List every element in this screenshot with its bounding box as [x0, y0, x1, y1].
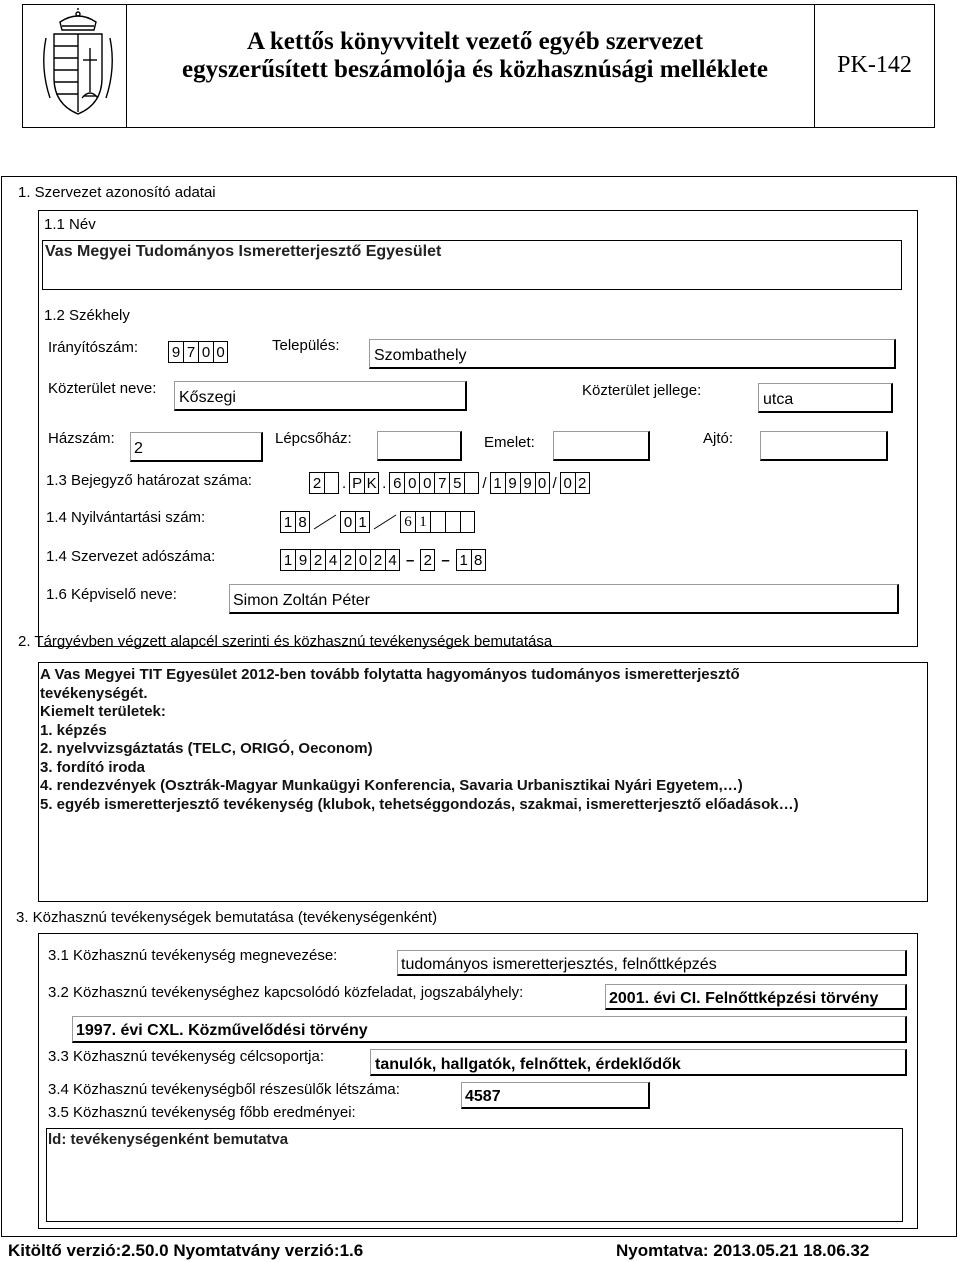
- tax-no-label: 1.4 Szervezet adószáma:: [46, 548, 216, 565]
- registration-no-label: 1.4 Nyilvántartási szám:: [46, 509, 206, 526]
- section1-title: 1. Szervezet azonosító adatai: [18, 184, 216, 201]
- form-title-line1: A kettős könyvvitelt vezető egyéb szervezet: [246, 28, 704, 55]
- registration-cell: [445, 511, 460, 533]
- tax-no-field[interactable]: [280, 549, 486, 571]
- floor-field[interactable]: [553, 431, 650, 461]
- slash-separator: [370, 511, 400, 533]
- public-task-field-1[interactable]: [605, 984, 907, 1010]
- activity-line: A Vas Megyei TIT Egyesület 2012-ben tovább folytatta hagyományos tudományos ismeretterjesztő: [40, 666, 740, 683]
- registry-cell: [464, 472, 479, 494]
- representative-value: Simon Zoltán Péter: [233, 592, 370, 609]
- public-task-field-2[interactable]: [72, 1016, 907, 1043]
- city-field[interactable]: [369, 339, 896, 369]
- street-type-field[interactable]: [758, 383, 893, 413]
- activity-line: 4. rendezvények (Osztrák-Magyar Munkaügyi Konferencia, Savaria Urbanisztikai Nyári Egyetem,…): [40, 777, 743, 794]
- door-label: Ajtó:: [703, 430, 734, 447]
- activity-line: tevékenységét.: [40, 684, 148, 702]
- registry-decision-label: 1.3 Bejegyző határozat száma:: [46, 472, 252, 489]
- seat-label: 1.2 Székhely: [44, 307, 130, 324]
- staircase-label: Lépcsőház:: [275, 430, 352, 447]
- name-label: 1.1 Név: [44, 216, 96, 233]
- registration-cell: [430, 511, 445, 533]
- tax-separator: –: [441, 551, 450, 569]
- activity-name-field[interactable]: [397, 950, 907, 976]
- street-name-field[interactable]: [174, 381, 467, 411]
- target-group-value: tanulók, hallgatók, felnőttek, érdeklődők: [375, 1056, 681, 1073]
- registry-decision-field[interactable]: [309, 472, 590, 494]
- registration-cell: 0: [340, 511, 355, 533]
- activity-line: 5. egyéb ismeretterjesztő tevékenység (klubok, tehetséggondozás, szakmai, ismeretterjesztő előadások…): [40, 795, 799, 813]
- tax-cell: 4: [325, 549, 340, 571]
- representative-label: 1.6 Képviselő neve:: [46, 586, 177, 603]
- registry-separator: /: [482, 474, 487, 492]
- registry-cell: 0: [535, 472, 550, 494]
- house-no-label: Házszám:: [48, 430, 115, 447]
- registration-cell: 1: [355, 511, 370, 533]
- street-name-value: Kőszegi: [179, 389, 236, 406]
- floor-label: Emelet:: [484, 434, 535, 451]
- form-title-line2: egyszerűsített beszámolója és közhasznúsági melléklete: [182, 56, 768, 83]
- zip-field[interactable]: [168, 341, 228, 363]
- activities-text: [40, 666, 799, 814]
- beneficiaries-value: 4587: [465, 1088, 501, 1105]
- activities-field[interactable]: [38, 662, 928, 902]
- footer-printed: Nyomtatva: 2013.05.21 18.06.32: [616, 1241, 870, 1260]
- tax-separator: –: [406, 551, 415, 569]
- tax-cell: 2: [420, 549, 435, 571]
- activity-line: 3. fordító iroda: [40, 758, 145, 776]
- slash-separator: [310, 511, 340, 533]
- zip-digit: 9: [168, 341, 183, 363]
- zip-digit: 7: [183, 341, 198, 363]
- city-value: Szombathely: [374, 347, 467, 364]
- tax-cell: 9: [295, 549, 310, 571]
- activity-line: 2. nyelvvizsgáztatás (TELC, ORIGÓ, Oeconom): [40, 740, 373, 757]
- registry-cell: 0: [419, 472, 434, 494]
- section2-title: 2. Tárgyévben végzett alapcél szerinti és közhasznú tevékenységek bemutatása: [18, 633, 553, 650]
- beneficiaries-label: 3.4 Közhasznú tevékenységből részesülők létszáma:: [48, 1081, 400, 1098]
- registry-cell: K: [364, 472, 379, 494]
- header-logo-divider: [126, 4, 127, 128]
- registry-cell: 9: [520, 472, 535, 494]
- street-type-label: Közterület jellege:: [582, 382, 702, 399]
- registry-cell: 0: [404, 472, 419, 494]
- registry-cell: 6: [389, 472, 404, 494]
- tax-cell: 2: [370, 549, 385, 571]
- public-task-label: 3.2 Közhasznú tevékenységhez kapcsolódó közfeladat, jogszabályhely:: [48, 984, 524, 1001]
- door-field[interactable]: [760, 431, 888, 461]
- results-field[interactable]: [46, 1128, 903, 1222]
- form-title: [140, 28, 810, 84]
- registry-cell: 1: [490, 472, 505, 494]
- target-group-label: 3.3 Közhasznú tevékenység célcsoportja:: [48, 1048, 324, 1065]
- registry-cell: [324, 472, 339, 494]
- staircase-field[interactable]: [377, 431, 462, 461]
- zip-digit: 0: [198, 341, 213, 363]
- registration-no-field[interactable]: [280, 511, 475, 533]
- street-type-value: utca: [763, 391, 794, 408]
- registry-separator: .: [342, 474, 347, 492]
- house-no-value: 2: [134, 440, 143, 457]
- registry-separator: .: [382, 474, 387, 492]
- tax-cell: 2: [310, 549, 325, 571]
- street-name-label: Közterület neve:: [48, 380, 157, 397]
- zip-label: Irányítószám:: [48, 339, 139, 356]
- tax-cell: 1: [280, 549, 295, 571]
- house-no-field[interactable]: [130, 432, 263, 462]
- form-code: PK-142: [837, 52, 912, 78]
- registry-cell: 2: [575, 472, 590, 494]
- tax-cell: 0: [355, 549, 370, 571]
- tax-cell: 4: [385, 549, 400, 571]
- section3-title: 3. Közhasznú tevékenységek bemutatása (tevékenységenként): [16, 909, 438, 926]
- representative-field[interactable]: [229, 584, 899, 614]
- registry-cell: 7: [434, 472, 449, 494]
- registry-separator: /: [552, 474, 557, 492]
- target-group-field[interactable]: [370, 1049, 907, 1076]
- results-value: ld: tevékenységenként bemutatva: [48, 1131, 289, 1148]
- activity-line: 1. képzés: [40, 721, 107, 739]
- name-value: Vas Megyei Tudományos Ismeretterjesztő Egyesület: [45, 243, 442, 260]
- registry-cell: 0: [560, 472, 575, 494]
- activity-name-value: tudományos ismeretterjesztés, felnőttképzés: [401, 956, 717, 973]
- registration-cell: 1: [280, 511, 295, 533]
- registration-cell: [460, 511, 475, 533]
- footer-version: Kitöltő verzió:2.50.0 Nyomtatvány verzió:1.6: [8, 1241, 364, 1260]
- registry-cell: 2: [309, 472, 324, 494]
- activity-line: Kiemelt területek:: [40, 703, 166, 720]
- registry-cell: 9: [505, 472, 520, 494]
- registry-cell: 5: [449, 472, 464, 494]
- registration-cell: 1: [415, 511, 430, 533]
- registration-cell: 6: [400, 511, 415, 533]
- tax-cell: 2: [340, 549, 355, 571]
- coat-of-arms-icon: [38, 8, 118, 120]
- tax-cell: 8: [471, 549, 486, 571]
- city-label: Település:: [272, 337, 340, 354]
- results-label: 3.5 Közhasznú tevékenység főbb eredményei:: [48, 1104, 356, 1121]
- registry-cell: P: [349, 472, 364, 494]
- tax-cell: 1: [456, 549, 471, 571]
- activity-name-label: 3.1 Közhasznú tevékenység megnevezése:: [48, 947, 338, 964]
- public-task-value-2: 1997. évi CXL. Közművelődési törvény: [76, 1022, 368, 1039]
- zip-digit: 0: [213, 341, 228, 363]
- public-task-value-1: 2001. évi CI. Felnőttképzési törvény: [609, 990, 879, 1007]
- beneficiaries-field[interactable]: [461, 1082, 650, 1109]
- registration-cell: 8: [295, 511, 310, 533]
- name-field[interactable]: [42, 240, 902, 290]
